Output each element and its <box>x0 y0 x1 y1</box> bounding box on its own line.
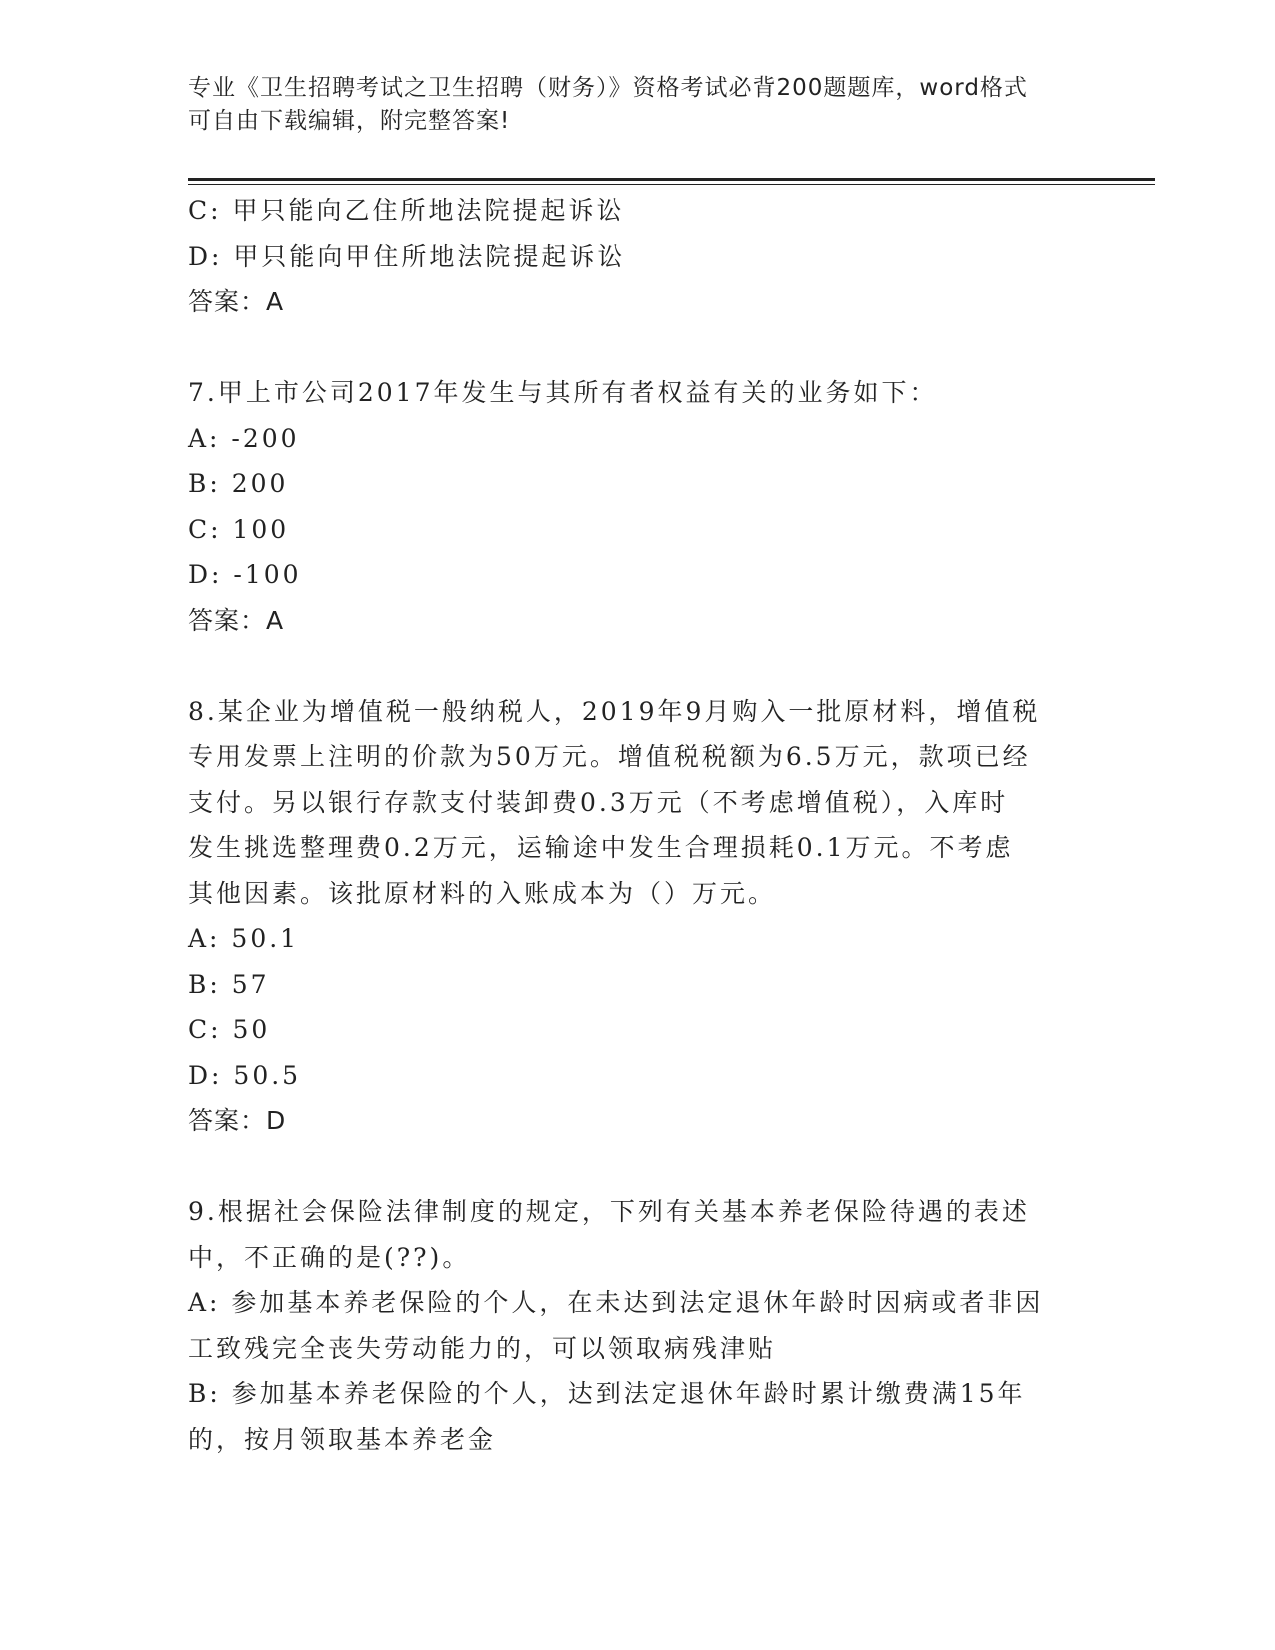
option-a: A: 50.1 <box>188 924 300 953</box>
answer: 答案：A <box>188 287 285 316</box>
spacer <box>188 325 1088 371</box>
header-divider-thin <box>188 184 1155 185</box>
spacer <box>188 1144 1088 1190</box>
header-title-line-1: 专业《卫生招聘考试之卫生招聘（财务）》资格考试必背200题题库，word格式 <box>188 75 1028 101</box>
option-b: B: 57 <box>188 969 270 999</box>
option-b-line: B: 参加基本养老保险的个人，达到法定退休年龄时累计缴费满15年 <box>188 1379 1026 1408</box>
option-a-line: A: 参加基本养老保险的个人，在未达到法定退休年龄时因病或者非因 <box>188 1288 1044 1317</box>
question-stem: 7.甲上市公司2017年发生与其所有者权益有关的业务如下： <box>188 378 938 407</box>
question-stem-line: 中，不正确的是(??)。 <box>188 1242 471 1272</box>
question-6-tail <box>188 188 1088 325</box>
spacer <box>188 643 1088 689</box>
option-c: C: 100 <box>188 514 290 544</box>
question-8 <box>188 689 1088 1144</box>
option-d: D: -100 <box>188 560 302 589</box>
header-title-line-2: 可自由下载编辑，附完整答案! <box>188 108 511 134</box>
option-d: D: 甲只能向甲住所地法院提起诉讼 <box>188 241 626 271</box>
answer: 答案：D <box>188 1106 287 1135</box>
option-c: C: 甲只能向乙住所地法院提起诉讼 <box>188 196 625 225</box>
option-c: C: 50 <box>188 1015 271 1044</box>
answer: 答案：A <box>188 605 285 635</box>
option-a-line: 工致残完全丧失劳动能力的，可以领取病残津贴 <box>188 1333 777 1363</box>
question-list <box>188 188 1088 1462</box>
option-d: D: 50.5 <box>188 1060 302 1090</box>
header-divider-thick <box>188 178 1155 181</box>
document-header <box>188 72 1068 138</box>
option-b-line: 的，按月领取基本养老金 <box>188 1424 497 1454</box>
question-stem-line: 专用发票上注明的价款为50万元。增值税税额为6.5万元，款项已经 <box>188 742 1031 771</box>
question-stem-line: 发生挑选整理费0.2万元，运输途中发生合理损耗0.1万元。不考虑 <box>188 833 1014 862</box>
question-stem-line: 8.某企业为增值税一般纳税人，2019年9月购入一批原材料，增值税 <box>188 696 1041 726</box>
question-stem-line: 其他因素。该批原材料的入账成本为（）万元。 <box>188 878 777 908</box>
option-b: B: 200 <box>188 469 289 498</box>
question-9 <box>188 1189 1088 1462</box>
question-stem-line: 9.根据社会保险法律制度的规定，下列有关基本养老保险待遇的表述 <box>188 1197 1030 1226</box>
question-stem-line: 支付。另以银行存款支付装卸费0.3万元（不考虑增值税），入库时 <box>188 787 1009 817</box>
question-7 <box>188 370 1088 643</box>
option-a: A: -200 <box>188 423 300 453</box>
